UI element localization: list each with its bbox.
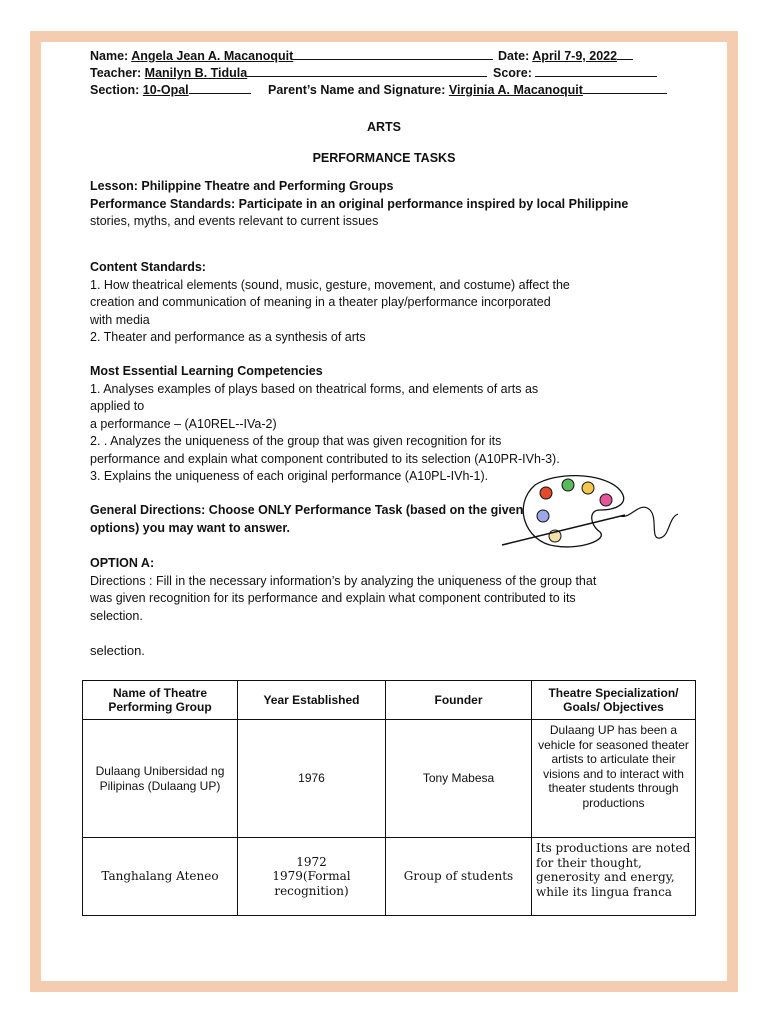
section-label: Section:	[90, 83, 140, 97]
name-value: Angela Jean A. Macanoquit	[131, 49, 294, 63]
name-label: Name:	[90, 49, 129, 63]
section-blank	[189, 82, 251, 94]
year-line: 1979(Formal recognition)	[272, 869, 351, 898]
option-a-block	[90, 555, 596, 625]
goals-cell	[532, 838, 696, 916]
goals-line: while its lingua franca	[536, 884, 672, 899]
performance-standards-line-1: Performance Standards: Participate in an original performance inspired by local Philippine	[90, 196, 629, 211]
teacher-label: Teacher:	[90, 66, 142, 80]
option-a-line: Directions : Fill in the necessary information’s by analyzing the uniqueness of the group that	[90, 573, 597, 588]
section-value: 10-Opal	[142, 83, 189, 97]
section-line	[90, 82, 251, 97]
option-a-line: selection.	[90, 608, 143, 623]
page-title: PERFORMANCE TASKS	[312, 151, 456, 165]
parent-label: Parent’s Name and Signature:	[268, 83, 446, 97]
lesson-block	[90, 178, 628, 231]
content-standards-block	[90, 259, 570, 347]
competency-line: 3. Explains the uniqueness of each original performance (A10PL-IVh-1).	[90, 469, 489, 483]
goals-line: generosity and energy,	[536, 870, 675, 884]
column-header: Year Established	[238, 681, 386, 720]
competencies-heading: Most Essential Learning Competencies	[90, 364, 323, 378]
date-label: Date:	[498, 49, 530, 63]
goals-line: for their thought,	[536, 855, 642, 870]
name-blank	[293, 48, 493, 60]
year-cell: 1976	[238, 720, 386, 838]
content-standards-line: 1. How theatrical elements (sound, music, gesture, movement, and costume) affect the	[90, 277, 570, 292]
performance-standards-line-2: stories, myths, and events relevant to current issues	[90, 214, 379, 228]
competency-line: a performance – (A10REL--IVa-2)	[90, 416, 277, 431]
group-name-cell: Dulaang Unibersidad ng Pilipinas (Dulaang UP)	[83, 720, 238, 838]
year-line: 1972	[296, 854, 327, 869]
parent-value: Virginia A. Macanoquit	[448, 83, 583, 97]
group-name-cell: Tanghalang Ateneo	[83, 838, 238, 916]
name-line	[90, 48, 493, 63]
score-blank	[535, 65, 657, 77]
teacher-blank	[247, 65, 487, 77]
subject-title: ARTS	[366, 120, 402, 134]
table-header-row	[83, 681, 696, 720]
content-standards-line: creation and communication of meaning in a theater play/performance incorporated	[90, 295, 551, 309]
option-a-line: was given recognition for its performance and explain what component contributed to its	[90, 591, 576, 605]
year-cell	[238, 838, 386, 916]
score-label: Score:	[493, 66, 532, 80]
general-directions-line: General Directions: Choose ONLY Performance Task (based on the given	[90, 503, 524, 517]
column-header: Founder	[386, 681, 532, 720]
teacher-value: Manilyn B. Tidula	[144, 66, 248, 80]
column-header: Name of Theatre Performing Group	[83, 681, 238, 720]
competencies-block	[90, 363, 560, 486]
founder-cell: Tony Mabesa	[386, 720, 532, 838]
paint-palette-icon	[500, 470, 680, 560]
content-standards-heading: Content Standards:	[90, 260, 206, 274]
theatre-groups-table	[82, 680, 696, 916]
option-a-heading: OPTION A:	[90, 556, 155, 570]
lesson-line: Lesson: Philippine Theatre and Performing Groups	[90, 179, 394, 193]
score-line	[493, 65, 657, 80]
founder-cell: Group of students	[386, 838, 532, 916]
date-blank	[617, 48, 633, 60]
competency-line: 2. . Analyzes the uniqueness of the group that was given recognition for its	[90, 434, 502, 448]
parent-line	[268, 82, 667, 97]
date-value: April 7-9, 2022	[532, 49, 618, 63]
content-standards-line: with media	[90, 312, 150, 327]
column-header: Theatre Specialization/ Goals/ Objectives	[532, 681, 696, 720]
teacher-line	[90, 65, 487, 80]
competency-line: 1. Analyses examples of plays based on theatrical forms, and elements of arts as	[90, 381, 539, 396]
table-row	[83, 720, 696, 838]
competency-line: applied to	[90, 399, 145, 413]
date-line	[498, 48, 633, 63]
table-row	[83, 838, 696, 916]
goals-cell: Dulaang UP has been a vehicle for seasoned theater artists to articulate their visions and to interact with theater students through productions	[532, 720, 696, 838]
general-directions	[90, 502, 523, 537]
competency-line: performance and explain what component contributed to its selection (A10PR-IVh-3).	[90, 451, 560, 466]
option-a-extra: selection.	[90, 643, 145, 658]
parent-blank	[583, 82, 667, 94]
general-directions-line: options) you may want to answer.	[90, 520, 291, 535]
goals-line: Its productions are noted	[536, 841, 691, 855]
content-standards-line: 2. Theater and performance as a synthesis of arts	[90, 330, 366, 344]
